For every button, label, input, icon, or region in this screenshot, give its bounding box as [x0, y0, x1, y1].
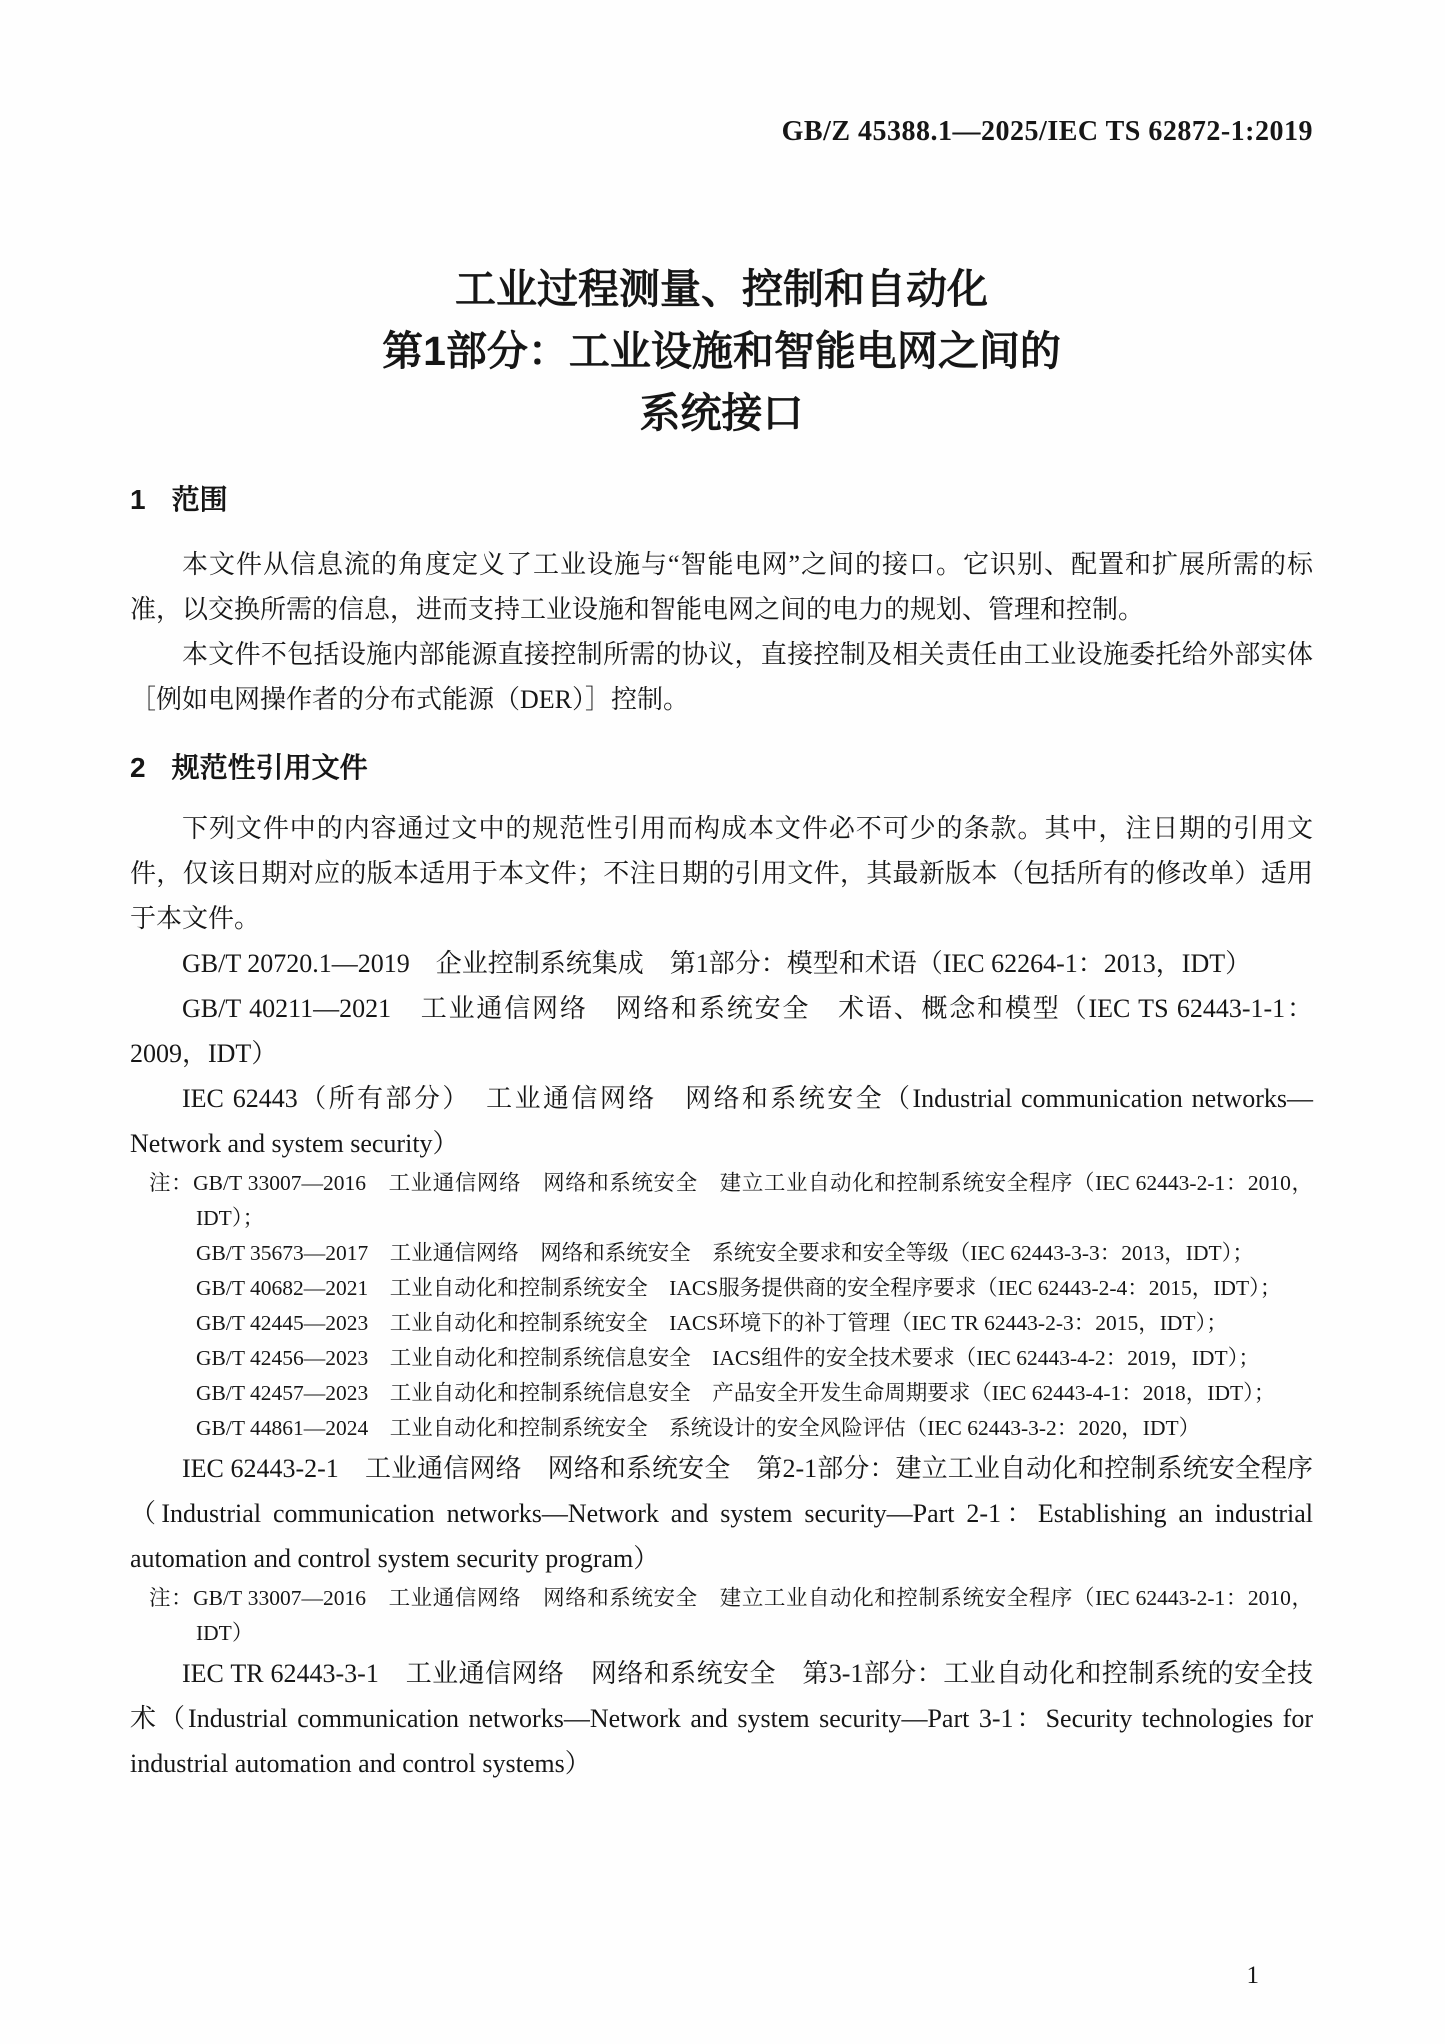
note-item: GB/T 40682—2021 工业自动化和控制系统安全 IACS服务提供商的安全程序要求（IEC 62443-2-4：2015，IDT）； [196, 1276, 1282, 1300]
title-line-3: 系统接口 [639, 390, 804, 436]
scope-paragraphs [130, 542, 1313, 722]
note-label: 注： [149, 1586, 194, 1610]
paragraph: 下列文件中的内容通过文中的规范性引用而构成本文件必不可少的条款。其中，注日期的引用文件，仅该日期对应的版本适用于本文件；不注日期的引用文件，其最新版本（包括所有的修改单）适用于本文件。 [130, 814, 1313, 933]
section-heading-scope [130, 484, 1313, 516]
note-item [149, 1166, 1313, 1236]
note-block [130, 1166, 1313, 1446]
reference-entry: IEC TR 62443-3-1 工业通信网络 网络和系统安全 第3-1部分：工业自动化和控制系统的安全技术（Industrial communication networks—Network and system security—Part 3-1：Security technologies for industrial automation and control systems） [130, 1659, 1313, 1778]
note-text: GB/T 33007—2016 工业通信网络 网络和系统安全 建立工业自动化和控制系统安全程序（IEC 62443-2-1：2010，IDT） [193, 1586, 1313, 1645]
note-block [130, 1581, 1313, 1651]
paragraph: 本文件从信息流的角度定义了工业设施与“智能电网”之间的接口。它识别、配置和扩展所需的标准，以交换所需的信息，进而支持工业设施和智能电网之间的电力的规划、管理和控制。 [130, 550, 1313, 624]
reference-entry: IEC 62443-2-1 工业通信网络 网络和系统安全 第2-1部分：建立工业自动化和控制系统安全程序（Industrial communication networks—Network and system security—Part 2-1：Establishing an industrial automation and control system security program） [130, 1454, 1313, 1573]
title-line-1: 工业过程测量、控制和自动化 [455, 266, 988, 312]
section-number: 1 [130, 484, 146, 515]
page-number: 1 [1246, 1962, 1259, 1989]
paragraph: 本文件不包括设施内部能源直接控制所需的协议，直接控制及相关责任由工业设施委托给外部实体［例如电网操作者的分布式能源（DER）］控制。 [130, 640, 1313, 714]
section-heading-normative-references [130, 752, 1313, 784]
section-label: 规范性引用文件 [171, 752, 368, 783]
note-item: GB/T 42445—2023 工业自动化和控制系统安全 IACS环境下的补丁管理（IEC TR 62443-2-3：2015，IDT）； [196, 1311, 1228, 1335]
doc-number: GB/Z 45388.1—2025/IEC TS 62872-1:2019 [781, 116, 1313, 147]
section-number: 2 [130, 752, 146, 783]
note-label: 注： [149, 1171, 194, 1195]
note-item: GB/T 35673—2017 工业通信网络 网络和系统安全 系统安全要求和安全等级（IEC 62443-3-3：2013，IDT）； [196, 1241, 1254, 1265]
reference-entry: IEC 62443（所有部分） 工业通信网络 网络和系统安全（Industrial communication networks—Network and system security） [130, 1084, 1313, 1158]
note-item: GB/T 42456—2023 工业自动化和控制系统信息安全 IACS组件的安全技术要求（IEC 62443-4-2：2019，IDT）； [196, 1346, 1260, 1370]
normative-references-body [130, 806, 1313, 1786]
document-title [130, 258, 1313, 444]
reference-entry: GB/T 40211—2021 工业通信网络 网络和系统安全 术语、概念和模型（IEC TS 62443-1-1：2009，IDT） [130, 994, 1313, 1068]
note-item [149, 1581, 1313, 1651]
reference-entry: GB/T 20720.1—2019 企业控制系统集成 第1部分：模型和术语（IEC 62264-1：2013，IDT） [182, 949, 1252, 978]
note-item: GB/T 44861—2024 工业自动化和控制系统安全 系统设计的安全风险评估（IEC 62443-3-2：2020，IDT） [196, 1416, 1201, 1440]
note-text: GB/T 33007—2016 工业通信网络 网络和系统安全 建立工业自动化和控制系统安全程序（IEC 62443-2-1：2010，IDT）； [193, 1171, 1313, 1230]
section-label: 范围 [171, 484, 228, 515]
title-line-2: 第1部分：工业设施和智能电网之间的 [382, 328, 1061, 374]
note-item: GB/T 42457—2023 工业自动化和控制系统信息安全 产品安全开发生命周期要求（IEC 62443-4-1：2018，IDT）； [196, 1381, 1276, 1405]
